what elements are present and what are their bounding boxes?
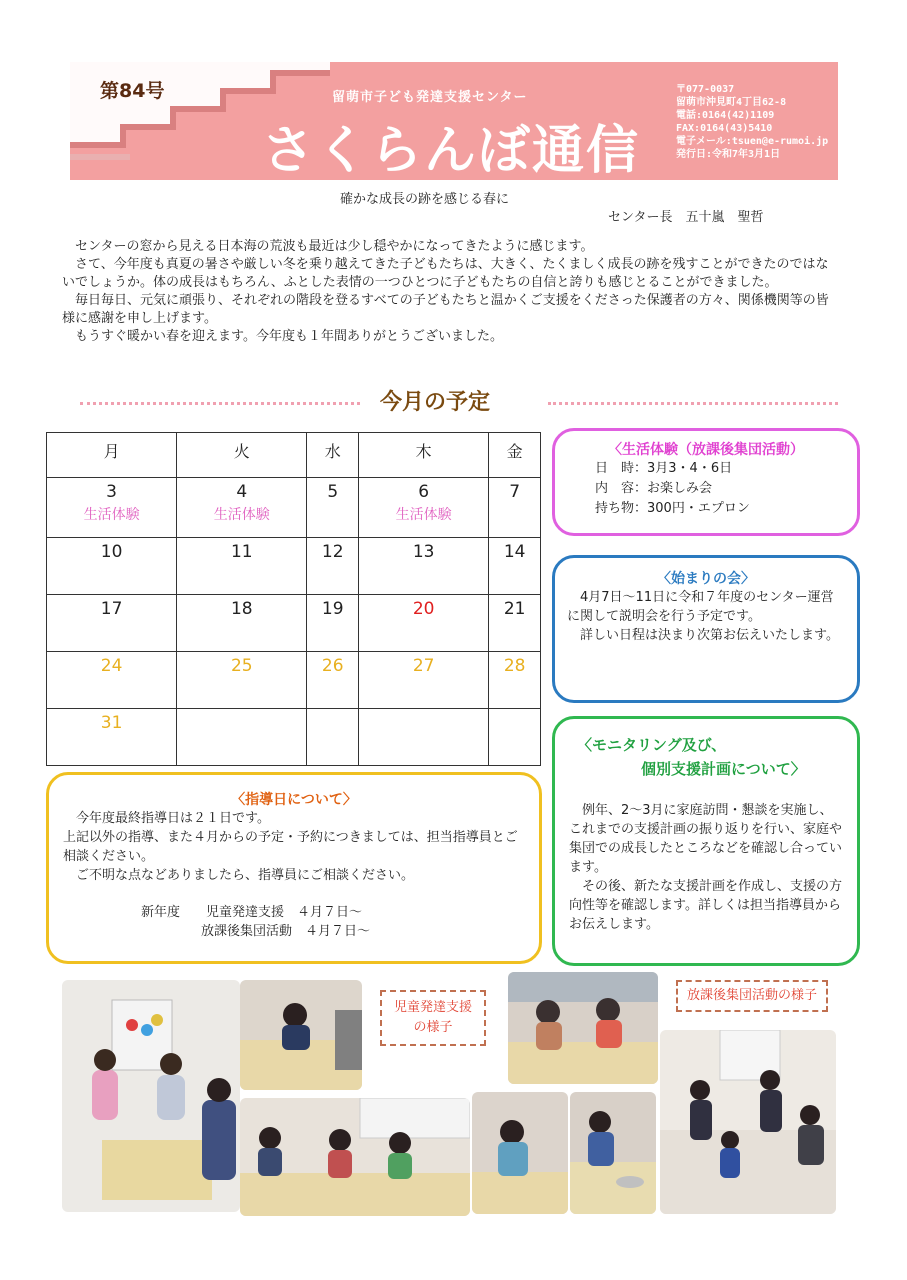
- photo-cooking: [508, 972, 658, 1084]
- email: 電子メール:tsuen@e-rumoi.jp: [676, 136, 829, 147]
- calendar-week-row: [47, 709, 541, 766]
- box-paragraph: ご不明な点などありましたら、指導員にご相談ください。: [76, 868, 415, 883]
- calendar-week-row: [47, 652, 541, 709]
- calendar-day-cell: [359, 709, 489, 766]
- address-line: 〒077-0037: [676, 84, 735, 95]
- box-title: 〈始まりの会〉: [657, 571, 755, 587]
- calendar-day-cell: [47, 652, 177, 709]
- schedule-heading: 今月の予定: [380, 390, 491, 415]
- caption-text: 児童発達支援 の様子: [393, 1000, 472, 1035]
- schedule-line: 放課後集団活動 ４月７日～: [201, 924, 371, 939]
- box-title: [555, 733, 857, 781]
- calendar-date: 27: [412, 656, 435, 676]
- new-year-schedule: [49, 903, 539, 941]
- caption-child-support: [380, 990, 486, 1046]
- calendar-date: 17: [100, 599, 123, 619]
- photo-craft: [472, 1092, 568, 1214]
- guidance-day-box: [46, 772, 542, 964]
- calendar-date: 24: [100, 656, 123, 676]
- calendar-day-cell: [359, 478, 489, 538]
- box-title: 〈生活体験（放課後集団活動）: [608, 442, 804, 458]
- calendar-day-cell: [177, 538, 307, 595]
- calendar-day-cell: [177, 652, 307, 709]
- calendar-date: 11: [230, 542, 253, 562]
- calendar-week-row: [47, 478, 541, 538]
- calendar-event: 生活体験: [395, 507, 452, 523]
- calendar-date: 21: [503, 599, 526, 619]
- calendar-day-cell: [489, 652, 541, 709]
- calendar-day-cell: [177, 709, 307, 766]
- calendar-day-cell: [307, 652, 359, 709]
- center-name: 留萌市子ども発達支援センター: [332, 90, 528, 105]
- calendar-day-cell: [307, 478, 359, 538]
- calendar-date: 13: [412, 542, 435, 562]
- calendar-date: 26: [321, 656, 344, 676]
- event-content: 内 容：お楽しみ会: [595, 481, 713, 496]
- day-header: 水: [307, 433, 359, 478]
- phone: 電話:0164(42)1109: [676, 110, 775, 121]
- issue-number: 第84号: [100, 80, 165, 102]
- photo-snack-time: [240, 1098, 470, 1216]
- message-subtitle: 確かな成長の跡を感じる春に: [340, 192, 510, 207]
- fax: FAX:0164(43)5410: [676, 123, 773, 134]
- intro-paragraph: もうすぐ暖かい春を迎えます。今年度も１年間ありがとうございました。: [75, 329, 503, 344]
- photo-child-table: [240, 980, 362, 1090]
- calendar-date: 28: [503, 656, 526, 676]
- calendar-week-row: [47, 595, 541, 652]
- calendar-day-cell: [47, 538, 177, 595]
- calendar-day-cell: [47, 595, 177, 652]
- photo-table-activity: [570, 1092, 656, 1214]
- calendar-day-cell: [307, 595, 359, 652]
- calendar-day-cell: [47, 709, 177, 766]
- opening-meeting-box: [552, 555, 860, 703]
- address-line: 留萌市沖見町4丁目62-8: [676, 97, 787, 108]
- calendar-day-cell: [177, 595, 307, 652]
- monitoring-box: [552, 716, 860, 966]
- dotted-divider-left: [80, 402, 360, 405]
- calendar-event: 生活体験: [83, 507, 140, 523]
- signature: センター長 五十嵐 聖哲: [608, 210, 764, 225]
- box-title-line: 個別支援計画について〉: [641, 760, 806, 778]
- calendar-date: 6: [418, 482, 430, 502]
- intro-paragraph: 毎日毎日、元気に頑張り、それぞれの階段を登るすべての子どもたちと温かくご支援をくださった保護者の方々、関係機関等の皆様に感謝を申し上げます。: [62, 293, 829, 326]
- calendar-body: [47, 478, 541, 766]
- calendar-week-row: [47, 538, 541, 595]
- calendar-day-cell: [47, 478, 177, 538]
- caption-after-school: [676, 980, 828, 1012]
- calendar-date: 3: [106, 482, 117, 502]
- calendar-day-cell: [489, 478, 541, 538]
- schedule-calendar: [46, 432, 541, 766]
- calendar-date: 31: [100, 713, 123, 733]
- newsletter-title: さくらんぼ通信: [262, 121, 641, 181]
- calendar-header-row: [47, 433, 541, 478]
- calendar-date: 12: [321, 542, 344, 562]
- calendar-day-cell: [489, 538, 541, 595]
- issue-date: 発行日:令和7年3月1日: [676, 149, 781, 160]
- intro-paragraph: さて、今年度も真夏の暑さや厳しい冬を乗り越えてきた子どもたちは、大きく、たくましく成長の跡を残すことができたのではないでしょうか。体の成長はもちろん、ふとした表情の一つひとつに子どもたちの自信と誇りも感じとることができました。: [62, 257, 829, 290]
- calendar-date: 20: [412, 599, 435, 619]
- event-items: 持ち物：300円・エプロン: [595, 501, 750, 516]
- calendar-day-cell: [489, 595, 541, 652]
- box-title: 〈指導日について〉: [231, 792, 357, 808]
- box-paragraph: 4月7日～11日に令和７年度のセンター運営に関して説明会を行う予定です。: [567, 590, 834, 624]
- calendar-date: 25: [230, 656, 253, 676]
- box-paragraph: 上記以外の指導、また４月からの予定・予約につきましては、担当指導員とご相談ください。: [63, 830, 518, 864]
- photo-group-play: [660, 1030, 836, 1214]
- calendar-date: 19: [321, 599, 344, 619]
- calendar-date: 7: [509, 482, 521, 502]
- intro-paragraph: センターの窓から見える日本海の荒波も最近は少し穏やかになってきたように感じます。: [75, 239, 594, 254]
- event-date: 日 時：3月3・4・6日: [595, 461, 733, 476]
- calendar-date: 10: [100, 542, 123, 562]
- day-header: 金: [489, 433, 541, 478]
- calendar-day-cell: [359, 538, 489, 595]
- calendar-day-cell: [489, 709, 541, 766]
- calendar-date: 14: [503, 542, 526, 562]
- calendar-day-cell: [307, 709, 359, 766]
- calendar-day-cell: [307, 538, 359, 595]
- calendar-day-cell: [177, 478, 307, 538]
- calendar-day-cell: [359, 652, 489, 709]
- caption-text: 放課後集団活動の様子: [686, 988, 817, 1003]
- photo-children-playing: [62, 980, 240, 1212]
- dotted-divider-right: [548, 402, 838, 405]
- calendar-day-cell: [359, 595, 489, 652]
- day-header: 火: [177, 433, 307, 478]
- box-paragraph: 詳しい日程は決まり次第お伝えいたします。: [580, 628, 839, 643]
- address-block: [676, 83, 828, 161]
- day-header: 木: [359, 433, 489, 478]
- day-header: 月: [47, 433, 177, 478]
- intro-message: [62, 238, 837, 346]
- box-paragraph: 例年、2～3月に家庭訪問・懇談を実施し、これまでの支援計画の振り返りを行い、家庭や集団での成長したところなどを確認し合っています。: [569, 803, 843, 875]
- box-paragraph: その後、新たな支援計画を作成し、支援の方向性等を確認します。詳しくは担当指導員からお伝えします。: [569, 879, 843, 932]
- calendar-date: 18: [230, 599, 253, 619]
- life-experience-box: [552, 428, 860, 536]
- schedule-line: 新年度 児童発達支援 ４月７日～: [141, 905, 363, 920]
- calendar-event: 生活体験: [213, 507, 270, 523]
- box-paragraph: 今年度最終指導日は２１日です。: [76, 811, 270, 826]
- calendar-date: 4: [236, 482, 248, 502]
- calendar-date: 5: [327, 482, 339, 502]
- box-title-line: 〈モニタリング及び、: [577, 736, 727, 754]
